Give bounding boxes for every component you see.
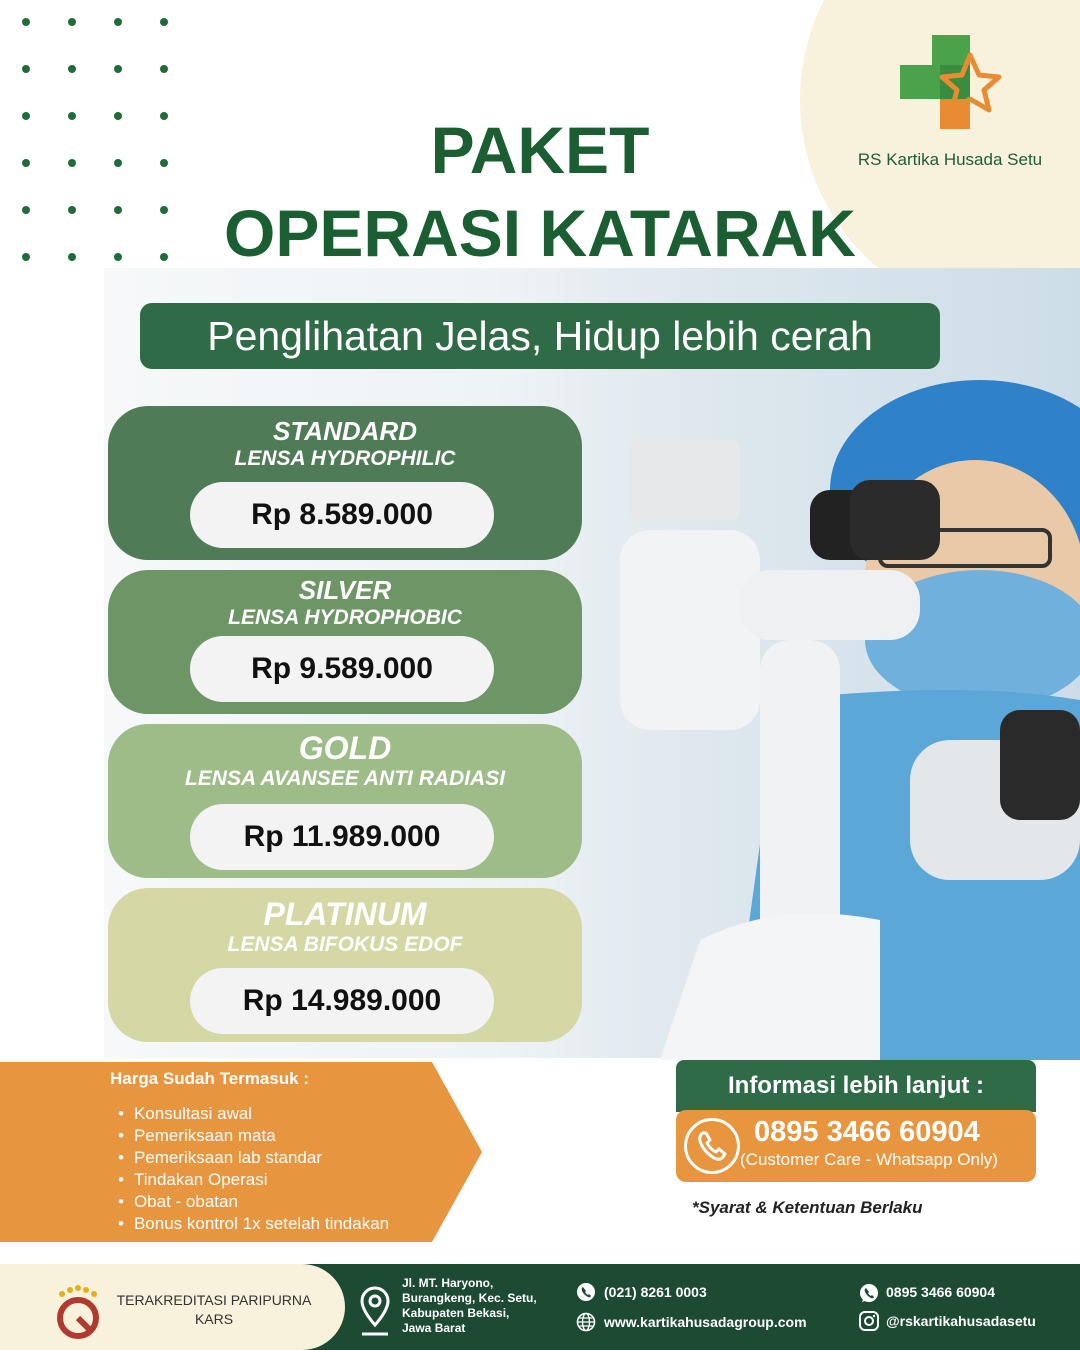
phone-number: 0895 3466 60904: [754, 1116, 980, 1148]
instagram-handle[interactable]: @rskartikahusadasetu: [886, 1313, 1036, 1329]
package-price: Rp 8.589.000: [190, 482, 494, 548]
accreditation-line2: KARS: [194, 1311, 234, 1327]
package-lens: LENSA AVANSEE ANTI RADIASI: [184, 767, 506, 790]
kars-accreditation-icon: [48, 1284, 108, 1344]
decorative-dot: [68, 112, 76, 120]
address-line: Burangkeng, Kec. Setu,: [402, 1291, 537, 1305]
included-title: Harga Sudah Termasuk :: [110, 1069, 310, 1088]
decorative-dot: [68, 253, 76, 261]
package-price: Rp 14.989.000: [190, 968, 494, 1034]
decorative-dot: [68, 18, 76, 26]
accreditation-text: [114, 1291, 314, 1329]
decorative-dot: [160, 206, 168, 214]
decorative-dot: [160, 253, 168, 261]
location-pin-icon: [358, 1284, 392, 1340]
website-link[interactable]: www.kartikahusadagroup.com: [604, 1314, 807, 1330]
package-card-silver: [108, 570, 582, 714]
accreditation-line1: TERAKREDITASI PARIPURNA: [116, 1292, 312, 1308]
decorative-dot-grid: [14, 14, 174, 264]
list-item: • Konsultasi awal: [118, 1103, 389, 1125]
decorative-dot: [114, 65, 122, 73]
package-name: STANDARD: [273, 416, 417, 446]
decorative-dot: [114, 18, 122, 26]
whatsapp-icon: [858, 1282, 880, 1304]
address-block: [402, 1276, 537, 1336]
decorative-dot: [22, 206, 30, 214]
package-price: Rp 11.989.000: [190, 804, 494, 870]
decorative-dot: [22, 112, 30, 120]
decorative-dot: [68, 159, 76, 167]
package-lens: LENSA HYDROPHOBIC: [228, 606, 462, 629]
decorative-dot: [22, 18, 30, 26]
decorative-dot: [114, 159, 122, 167]
globe-icon: [576, 1312, 596, 1332]
phone-icon: [684, 1118, 740, 1174]
address-line: Kabupaten Bekasi,: [402, 1306, 510, 1320]
decorative-dot: [22, 65, 30, 73]
landline-number[interactable]: (021) 8261 0003: [604, 1284, 707, 1300]
package-price: Rp 9.589.000: [190, 636, 494, 702]
phone-note: (Customer Care - Whatsapp Only): [740, 1150, 998, 1169]
tagline-banner: Penglihatan Jelas, Hidup lebih cerah: [140, 303, 940, 369]
phone-icon: [576, 1282, 596, 1302]
package-lens: LENSA HYDROPHILIC: [234, 447, 456, 470]
list-item: • Pemeriksaan lab standar: [118, 1147, 389, 1169]
hospital-name: RS Kartika Husada Setu: [857, 150, 1043, 169]
decorative-dot: [68, 65, 76, 73]
package-card-gold: [108, 724, 582, 878]
decorative-dot: [160, 65, 168, 73]
decorative-dot: [114, 206, 122, 214]
doctor-microscope-illustration: [580, 380, 1080, 1060]
package-name: SILVER: [298, 575, 392, 605]
decorative-dot: [22, 253, 30, 261]
page-title-line2: OPERASI KATARAK: [224, 196, 856, 270]
decorative-dot: [160, 159, 168, 167]
list-item: • Tindakan Operasi: [118, 1169, 389, 1191]
decorative-dot: [160, 18, 168, 26]
decorative-dot: [114, 112, 122, 120]
package-lens: LENSA BIFOKUS EDOF: [227, 933, 463, 956]
included-list: [118, 1103, 389, 1235]
terms-note: *Syarat & Ketentuan Berlaku: [692, 1198, 923, 1217]
instagram-icon: [858, 1310, 880, 1332]
decorative-dot: [114, 253, 122, 261]
package-card-platinum: [108, 888, 582, 1042]
list-item: • Bonus kontrol 1x setelah tindakan: [118, 1213, 389, 1235]
address-line: Jl. MT. Haryono,: [402, 1276, 494, 1290]
address-line: Jawa Barat: [402, 1321, 466, 1335]
page-title-line1: PAKET: [430, 113, 650, 187]
whatsapp-number[interactable]: 0895 3466 60904: [886, 1284, 995, 1300]
phone-contact-box[interactable]: [676, 1110, 1036, 1182]
decorative-dot: [160, 112, 168, 120]
package-card-standard: [108, 406, 582, 560]
list-item: • Pemeriksaan mata: [118, 1125, 389, 1147]
list-item: • Obat - obatan: [118, 1191, 389, 1213]
decorative-dot: [68, 206, 76, 214]
info-heading: Informasi lebih lanjut :: [676, 1060, 1036, 1112]
package-name: PLATINUM: [263, 896, 427, 932]
package-name: GOLD: [298, 730, 392, 766]
decorative-dot: [22, 159, 30, 167]
